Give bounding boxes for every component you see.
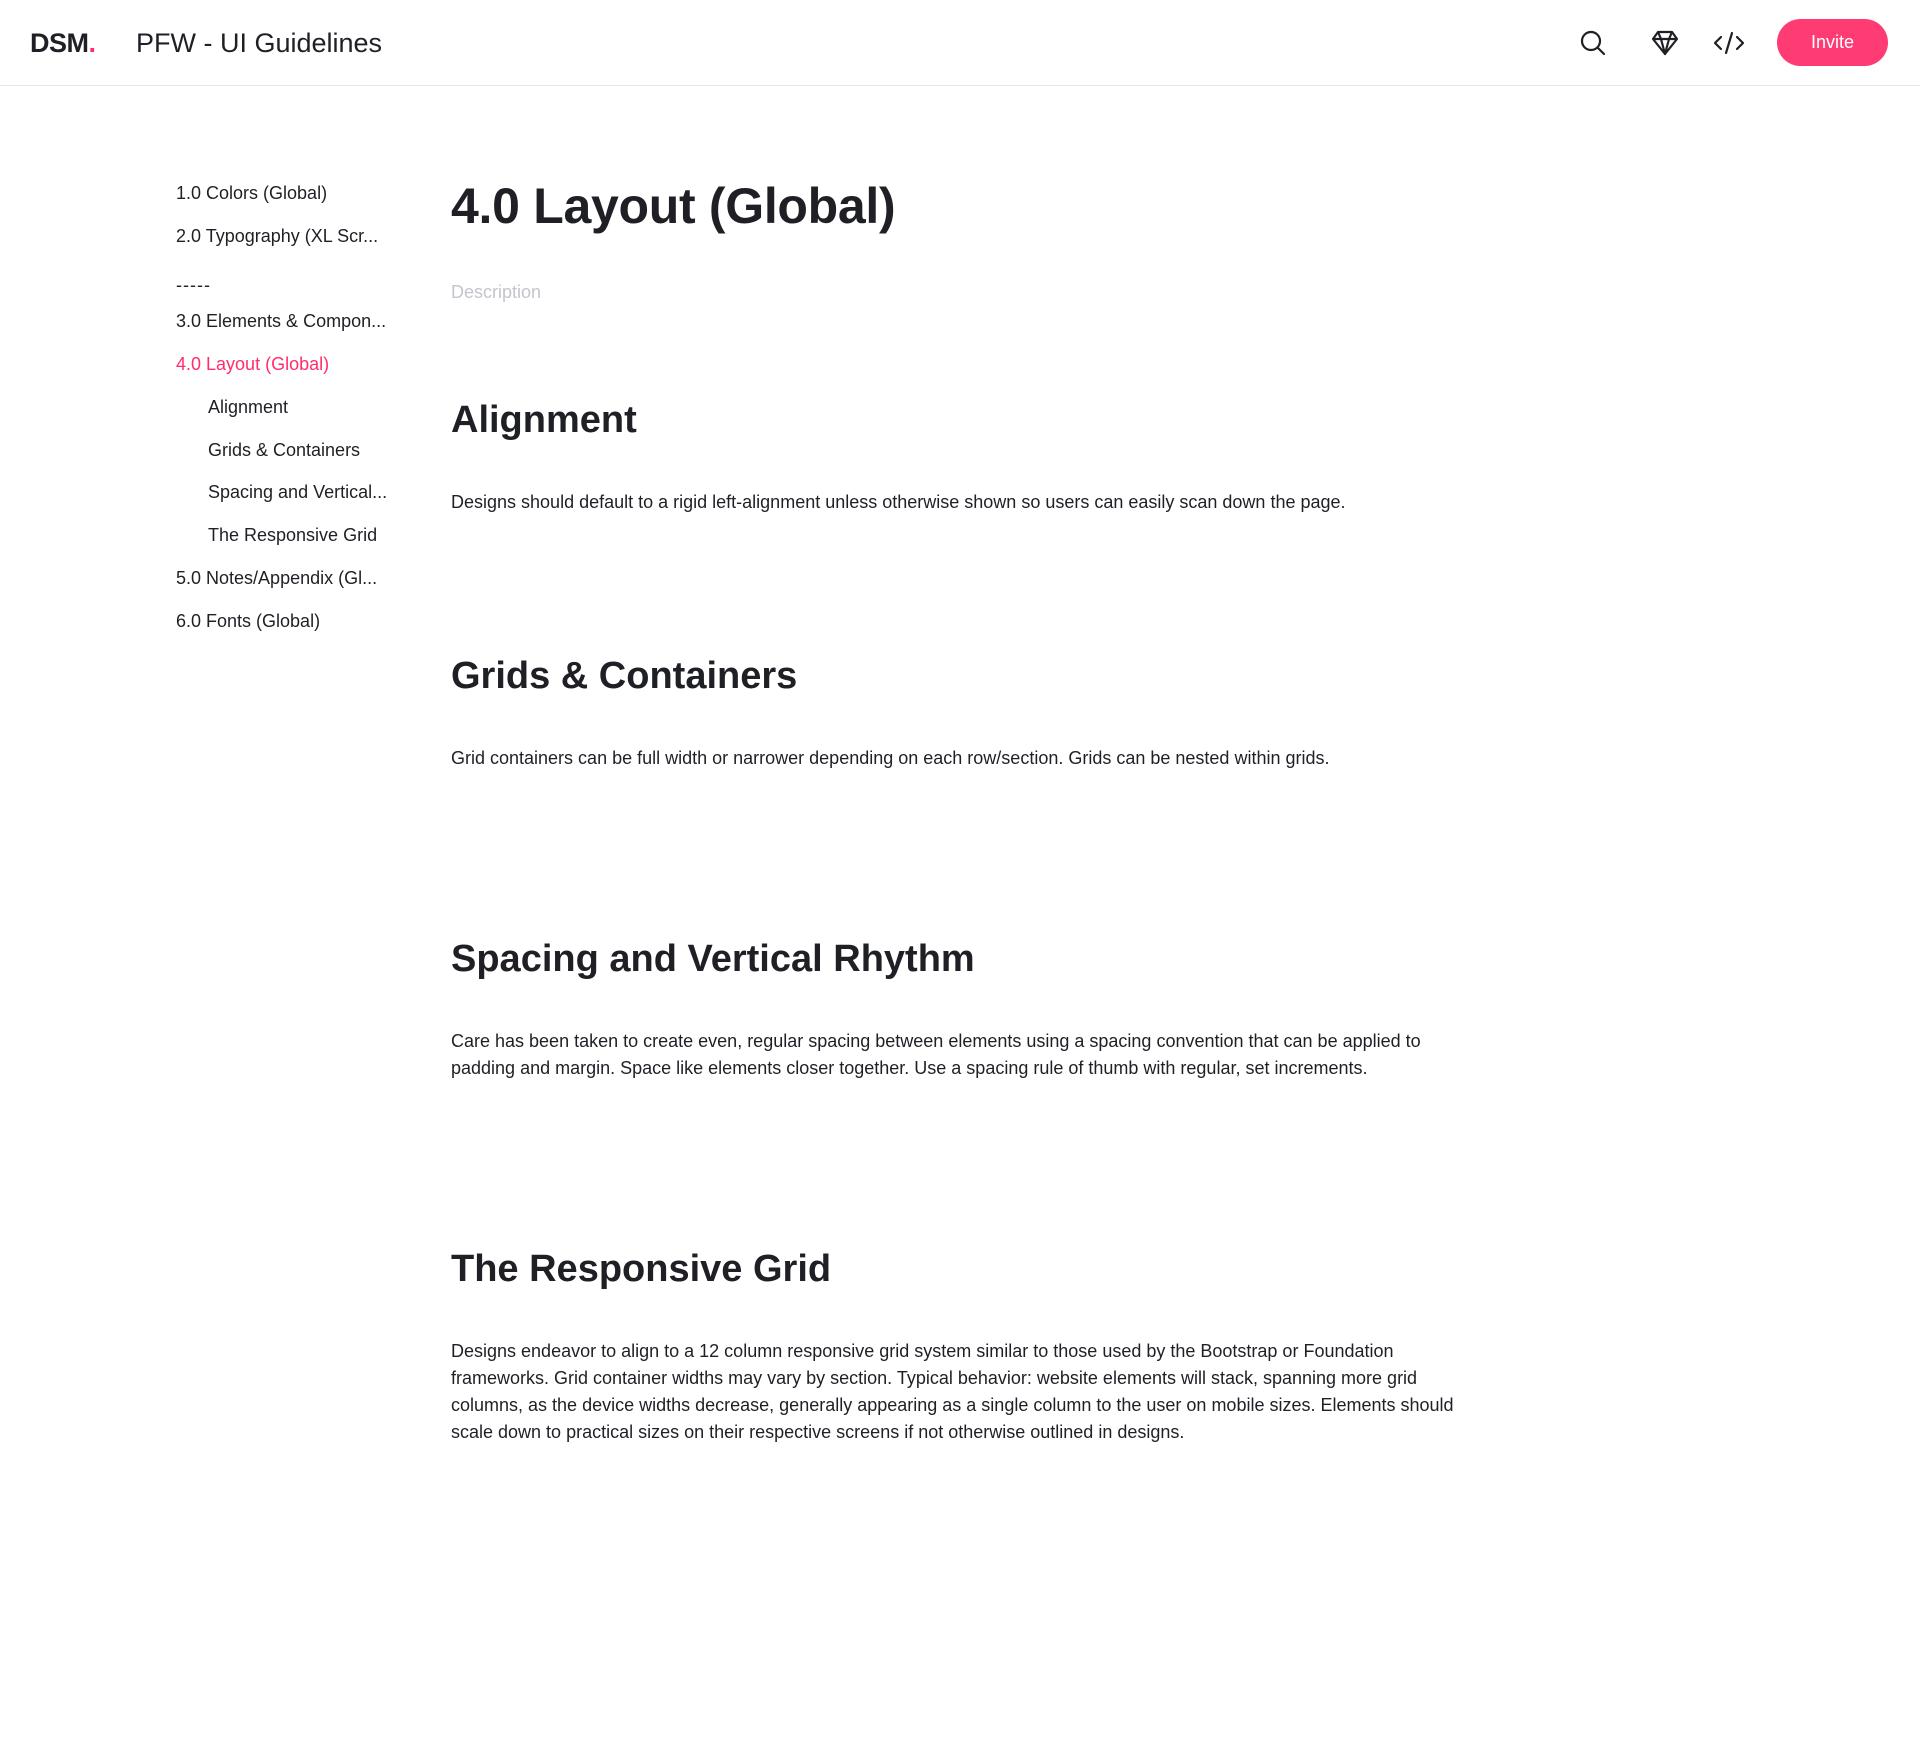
sidebar-subitem-grids-containers[interactable]: Grids & Containers bbox=[208, 440, 361, 460]
sidebar-divider: ----- bbox=[176, 275, 211, 295]
sidebar-subitem-responsive-grid[interactable]: The Responsive Grid bbox=[208, 525, 378, 545]
page-title: 4.0 Layout (Global) bbox=[451, 178, 896, 234]
sidebar-item-fonts[interactable]: 6.0 Fonts (Global) bbox=[176, 611, 321, 631]
sidebar-item-notes-appendix[interactable]: 5.0 Notes/Appendix (Gl... bbox=[176, 568, 378, 588]
logo-text: DSM bbox=[30, 28, 89, 58]
section-heading-responsive-grid: The Responsive Grid bbox=[451, 1248, 832, 1290]
code-icon[interactable] bbox=[1712, 26, 1746, 60]
section-heading-grids-containers: Grids & Containers bbox=[451, 655, 798, 697]
sidebar-item-typography[interactable]: 2.0 Typography (XL Scr... bbox=[176, 226, 379, 246]
project-title: PFW - UI Guidelines bbox=[136, 28, 383, 58]
sketch-diamond-icon[interactable] bbox=[1648, 26, 1682, 60]
sidebar-subitem-alignment[interactable]: Alignment bbox=[208, 397, 289, 417]
invite-button[interactable]: Invite bbox=[1777, 19, 1888, 66]
sidebar-subitem-spacing-vertical-rhythm[interactable]: Spacing and Vertical... bbox=[208, 482, 388, 502]
sidebar-item-colors[interactable]: 1.0 Colors (Global) bbox=[176, 183, 328, 203]
section-body-alignment: Designs should default to a rigid left-alignment unless otherwise shown so users can easily scan down the page. bbox=[451, 492, 1346, 512]
section-body-grids-containers: Grid containers can be full width or narrower depending on each row/section. Grids can be nested within grids. bbox=[451, 748, 1330, 768]
logo-dot: . bbox=[88, 28, 96, 58]
section-heading-spacing-vertical-rhythm: Spacing and Vertical Rhythm bbox=[451, 938, 975, 980]
section-body-spacing-vertical-rhythm: Care has been taken to create even, regular spacing between elements using a spacing convention that can be applied to padding and margin. Space like elements closer together. Use a spacing rule of thumb with regular, set increments. bbox=[451, 1031, 1421, 1078]
top-bar bbox=[0, 0, 1920, 86]
section-body-responsive-grid: Designs endeavor to align to a 12 column responsive grid system similar to those used by the Bootstrap or Foundation frameworks. Grid container widths may vary by section. Typical behavior: website elements will stack, spanning more grid columns, as the device widths decrease, generally appearing as a single column to the user on mobile sizes. Elements should scale down to practical sizes on their respective screens if not otherwise outlined in designs. bbox=[451, 1341, 1454, 1442]
description-placeholder[interactable]: Description bbox=[451, 282, 542, 302]
sidebar-item-elements-components[interactable]: 3.0 Elements & Compon... bbox=[176, 311, 387, 331]
dsm-logo[interactable] bbox=[30, 26, 96, 60]
sidebar-item-layout[interactable]: 4.0 Layout (Global) bbox=[176, 354, 330, 374]
section-heading-alignment: Alignment bbox=[451, 399, 637, 441]
search-icon[interactable] bbox=[1576, 26, 1610, 60]
